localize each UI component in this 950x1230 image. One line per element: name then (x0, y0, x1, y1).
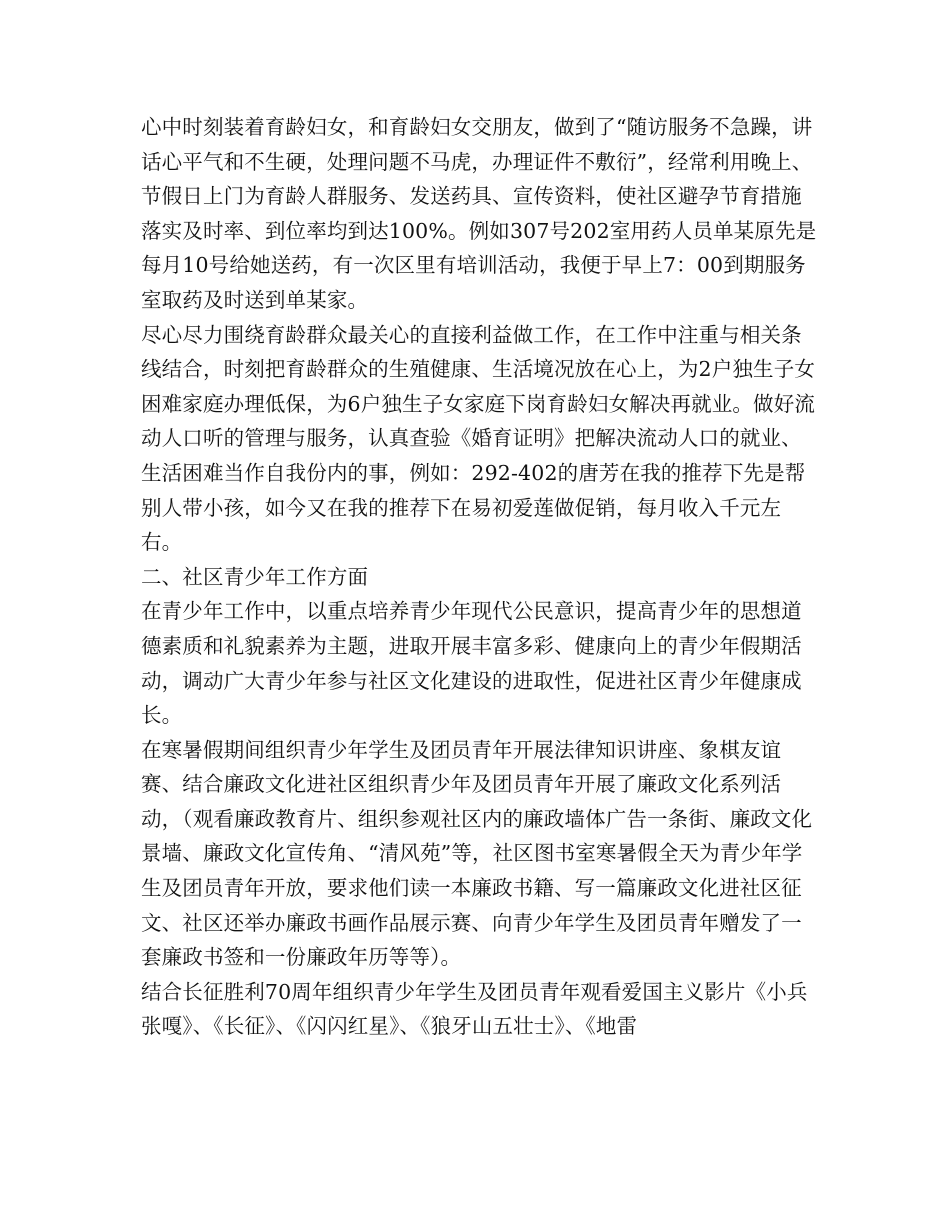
section-heading-youth-work: 二、社区青少年工作方面 (141, 564, 369, 589)
document-page (141, 110, 821, 1044)
paragraph-family-planning-service: 心中时刻装着育龄妇女，和育龄妇女交朋友，做到了“随访服务不急躁，讲话心平气和不生硬，处理问题不马虎，办理证件不敷衍”，经常利用晚上、节假日上门为育龄人群服务、发送药具、宣传资料，使社区避孕节育措施落实及时率、到位率均到达100%。例如307号202室用药人员单某原先是每月10号给她送药，有一次区里有培训活动，我便于早上7：00到期服务室取药及时送到单某家。 (141, 115, 817, 312)
paragraph-livelihood-support: 尽心尽力围绕育龄群众最关心的直接利益做工作，在工作中注重与相关条线结合，时刻把育龄群众的生殖健康、生活境况放在心上，为2户独生子女困难家庭办理低保，为6户独生子女家庭下岗育龄妇女解决再就业。做好流动人口听的管理与服务，认真查验《婚育证明》把解决流动人口的就业、生活困难当作自我份内的事，例如：292-402的唐芳在我的推荐下先是帮别人带小孩，如今又在我的推荐下在易初爱莲做促销，每月收入千元左右。 (141, 322, 815, 555)
paragraph-long-march-films: 结合长征胜利70周年组织青少年学生及团员青年观看爱国主义影片《小兵张嘎》、《长征》、《闪闪红星》、《狼牙山五壮士》、《地雷 (141, 979, 808, 1039)
paragraph-youth-goals: 在青少年工作中，以重点培养青少年现代公民意识，提高青少年的思想道德素质和礼貌素养为主题，进取开展丰富多彩、健康向上的青少年假期活动，调动广大青少年参与社区文化建设的进取性，促进社区青少年健康成长。 (141, 599, 802, 728)
paragraph-vacation-activities: 在寒暑假期间组织青少年学生及团员青年开展法律知识讲座、象棋友谊赛、结合廉政文化进社区组织青少年及团员青年开展了廉政文化系列活动，（观看廉政教育片、组织参观社区内的廉政墙体广告一条街、廉政文化景墙、廉政文化宣传角、“清风苑”等，社区图书室寒暑假全天为青少年学生及团员青年开放，要求他们读一本廉政书籍、写一篇廉政文化进社区征文、社区还举办廉政书画作品展示赛、向青少年学生及团员青年赠发了一套廉政书签和一份廉政年历等等）。 (141, 737, 813, 970)
